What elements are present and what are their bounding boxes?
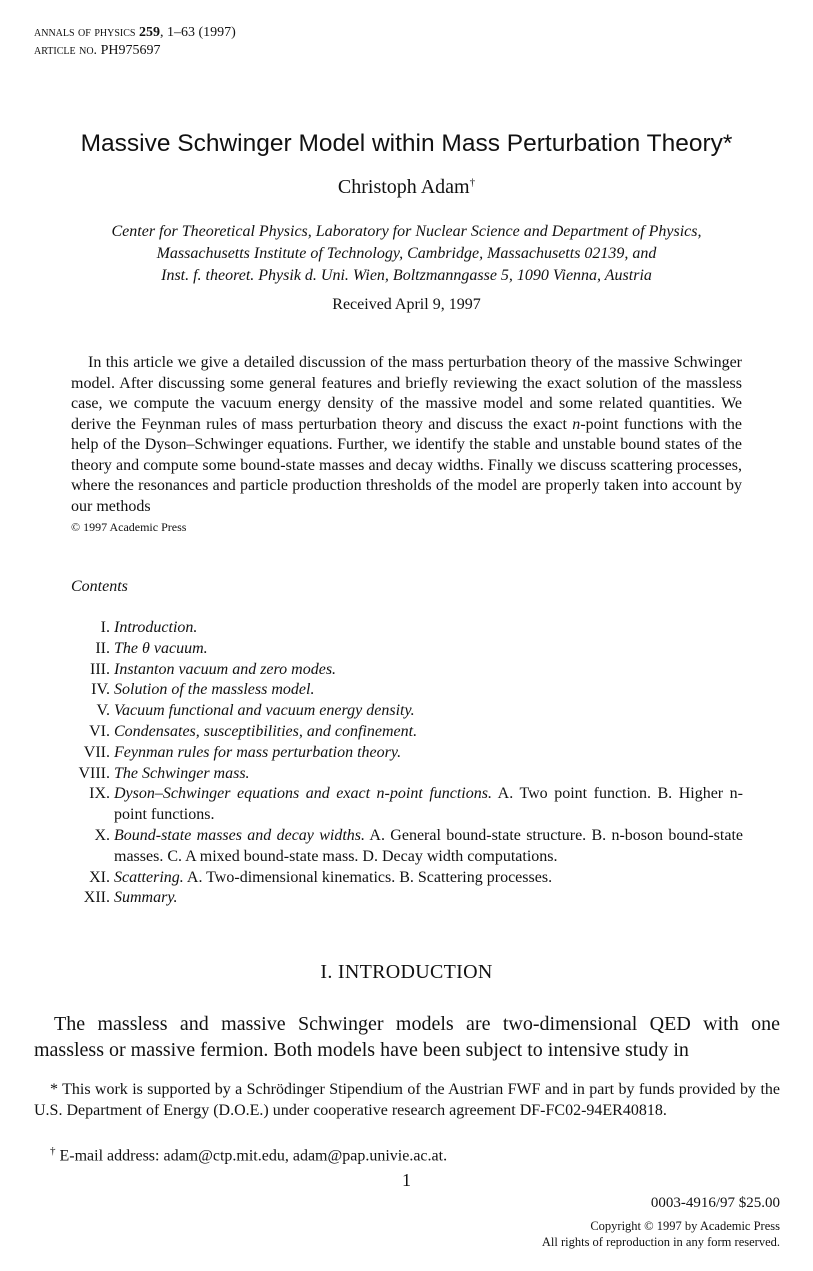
page-number: 1 (402, 1170, 411, 1190)
abstract-text-1: In this article we give a detailed discussion of the mass perturbation theory of the massive Schwinger model. After discussing some general features and briefly reviewing the exact solution of the massless case, we compute the vacuum energy density of the massive model and some related quantities. We derive the Feynman rules of mass perturbation theory and discuss the exact (71, 354, 742, 433)
toc-title: Bound-state masses and decay widths. (114, 826, 365, 844)
journal-pages-year: , 1–63 (1997) (159, 25, 236, 40)
toc-title: Summary. (114, 889, 178, 907)
paper-title: Massive Schwinger Model within Mass Perturbation Theory* (80, 130, 733, 157)
abstract (71, 353, 742, 535)
section-heading: I. INTRODUCTION (320, 961, 493, 983)
footnote-text: E-mail address: adam@ctp.mit.edu, adam@pap.univie.ac.at. (55, 1147, 448, 1165)
toc-number: I. (100, 619, 110, 636)
toc-item (60, 680, 743, 701)
affiliation (60, 221, 753, 287)
toc-number: IV. (91, 681, 110, 699)
author-line (0, 176, 813, 199)
toc-number: V. (96, 702, 110, 720)
toc-number: VI. (89, 722, 110, 740)
toc-item (60, 784, 743, 826)
affiliation-line: Center for Theoretical Physics, Laboratory for Nuclear Science and Department of Physics, (111, 223, 702, 240)
footnote-email (34, 1141, 780, 1166)
toc-number: VIII. (78, 764, 110, 782)
journal-header (34, 24, 236, 60)
toc-subsections: A. Two point function. B. Higher n-point functions. (114, 785, 744, 824)
toc-title: The Schwinger mass. (114, 764, 250, 782)
toc-number: XII. (83, 889, 110, 907)
toc-item (60, 660, 743, 681)
toc-subsections: A. General bound-state structure. B. n-boson bound-state masses. C. A mixed bound-state mass. D. Decay width computations. (114, 826, 743, 865)
toc-item (60, 701, 743, 722)
author-footnote-mark: † (469, 176, 476, 189)
copyright-line: Copyright © 1997 by Academic Press (590, 1219, 780, 1233)
article-number-label: article no. (34, 43, 98, 58)
table-of-contents (60, 618, 743, 909)
toc-item (60, 743, 743, 764)
toc-title: Instanton vacuum and zero modes. (114, 660, 337, 678)
journal-volume: 259 (138, 25, 160, 40)
toc-item (60, 868, 743, 889)
footnote-mark: * (50, 1081, 58, 1098)
toc-title: The θ vacuum. (114, 639, 208, 657)
toc-number: X. (94, 826, 110, 844)
toc-number: VII. (83, 743, 110, 761)
toc-number: XI. (89, 868, 110, 886)
abstract-copyright: © 1997 Academic Press (71, 520, 187, 534)
issn-price: 0003-4916/97 $25.00 (650, 1195, 780, 1211)
toc-title: Condensates, susceptibilities, and confinement. (114, 722, 418, 740)
received-date: Received April 9, 1997 (332, 296, 481, 313)
toc-item (60, 618, 743, 639)
toc-number: II. (95, 639, 110, 657)
toc-item (60, 639, 743, 660)
abstract-n-symbol: n (572, 415, 581, 433)
toc-title: Vacuum functional and vacuum energy density. (114, 702, 415, 720)
affiliation-line: Massachusetts Institute of Technology, Cambridge, Massachusetts 02139, and (156, 245, 657, 262)
body-paragraph: The massless and massive Schwinger models are two-dimensional QED with one massless or massive fermion. Both models have been subject to intensive study in (34, 1013, 780, 1061)
copyright-notice (542, 1218, 780, 1250)
toc-number: III. (90, 660, 110, 678)
contents-heading: Contents (71, 578, 128, 595)
journal-citation (34, 24, 236, 42)
toc-title: Introduction. (114, 619, 198, 636)
footnote-mark: † (50, 1145, 56, 1157)
article-number-line (34, 42, 236, 60)
article-number: PH975697 (100, 43, 161, 58)
toc-item (60, 764, 743, 785)
toc-title: Feynman rules for mass perturbation theory. (114, 743, 402, 761)
abstract-text-2: -point functions with the help of the Dyson–Schwinger equations. Further, we identify the stable and unstable bound states of the theory and compute some bound-state masses and decay widths. Finally we discuss scattering processes, where the resonances and particle production thresholds of the model are properly taken into account by our methods (71, 415, 742, 515)
toc-title: Dyson–Schwinger equations and exact n-point functions. (114, 785, 492, 803)
toc-subsections: A. Two-dimensional kinematics. B. Scattering processes. (183, 868, 553, 886)
toc-item (60, 888, 743, 909)
toc-item (60, 826, 743, 868)
author-name: Christoph Adam (337, 176, 470, 198)
rights-line: All rights of reproduction in any form reserved. (541, 1235, 780, 1249)
footnote-funding (34, 1079, 780, 1121)
toc-title: Solution of the massless model. (114, 681, 315, 699)
toc-item (60, 722, 743, 743)
footnote-text: This work is supported by a Schrödinger Stipendium of the Austrian FWF and in part by funds provided by the U.S. Department of Energy (D.O.E.) under cooperative research agreement DF-FC02-94ER40818. (34, 1081, 780, 1119)
affiliation-line: Inst. f. theoret. Physik d. Uni. Wien, Boltzmanngasse 5, 1090 Vienna, Austria (161, 267, 652, 284)
toc-number: IX. (89, 785, 110, 803)
journal-name: annals of physics (34, 25, 136, 40)
toc-title: Scattering. (114, 868, 184, 886)
